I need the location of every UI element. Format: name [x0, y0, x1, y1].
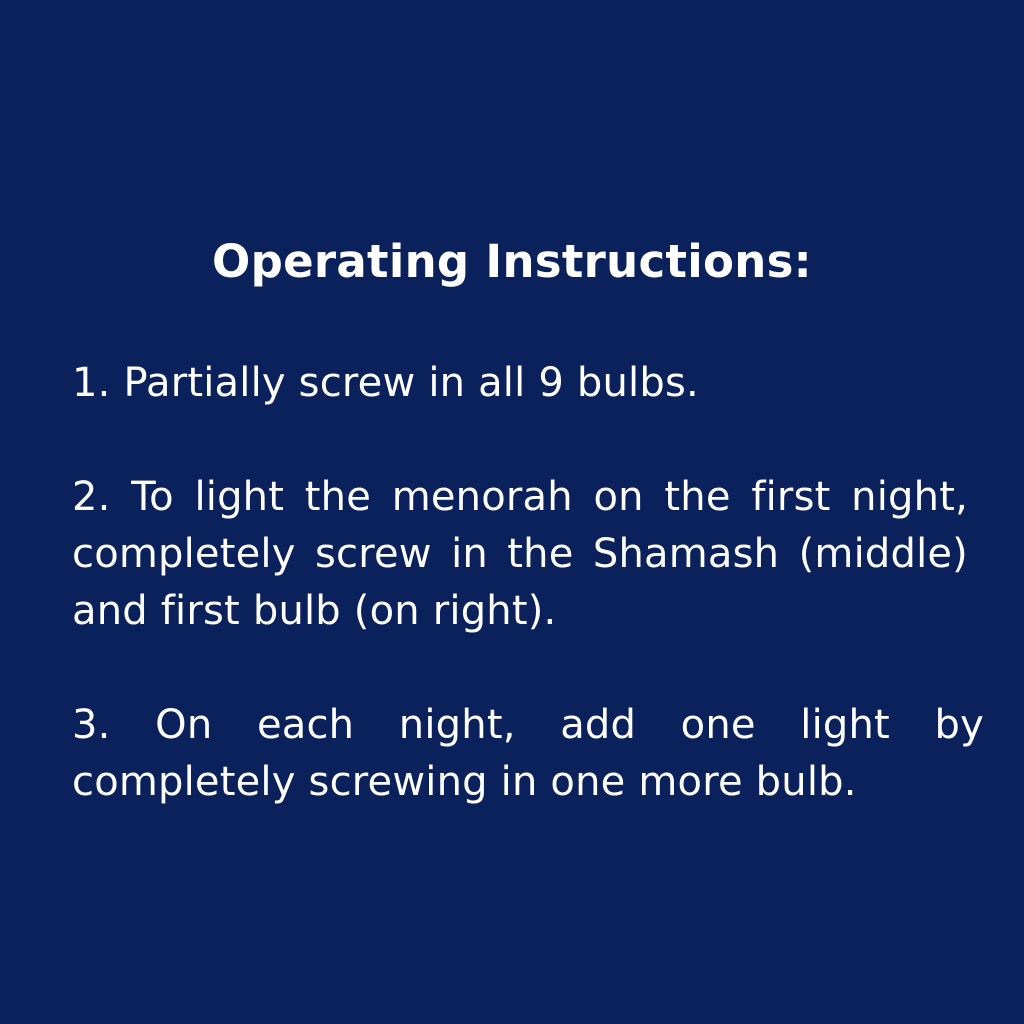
page-title: Operating Instructions: [212, 235, 812, 288]
instruction-list [72, 355, 984, 811]
instruction-step-1: 1. Partially screw in all 9 bulbs. [72, 360, 699, 406]
instruction-step-3: 3. On each night, add one light by completely screwing in one more bulb. [72, 702, 984, 805]
instruction-step-2: 2. To light the menorah on the first night, completely screw in the Shamash (middle) and first bulb (on right). [72, 474, 968, 634]
